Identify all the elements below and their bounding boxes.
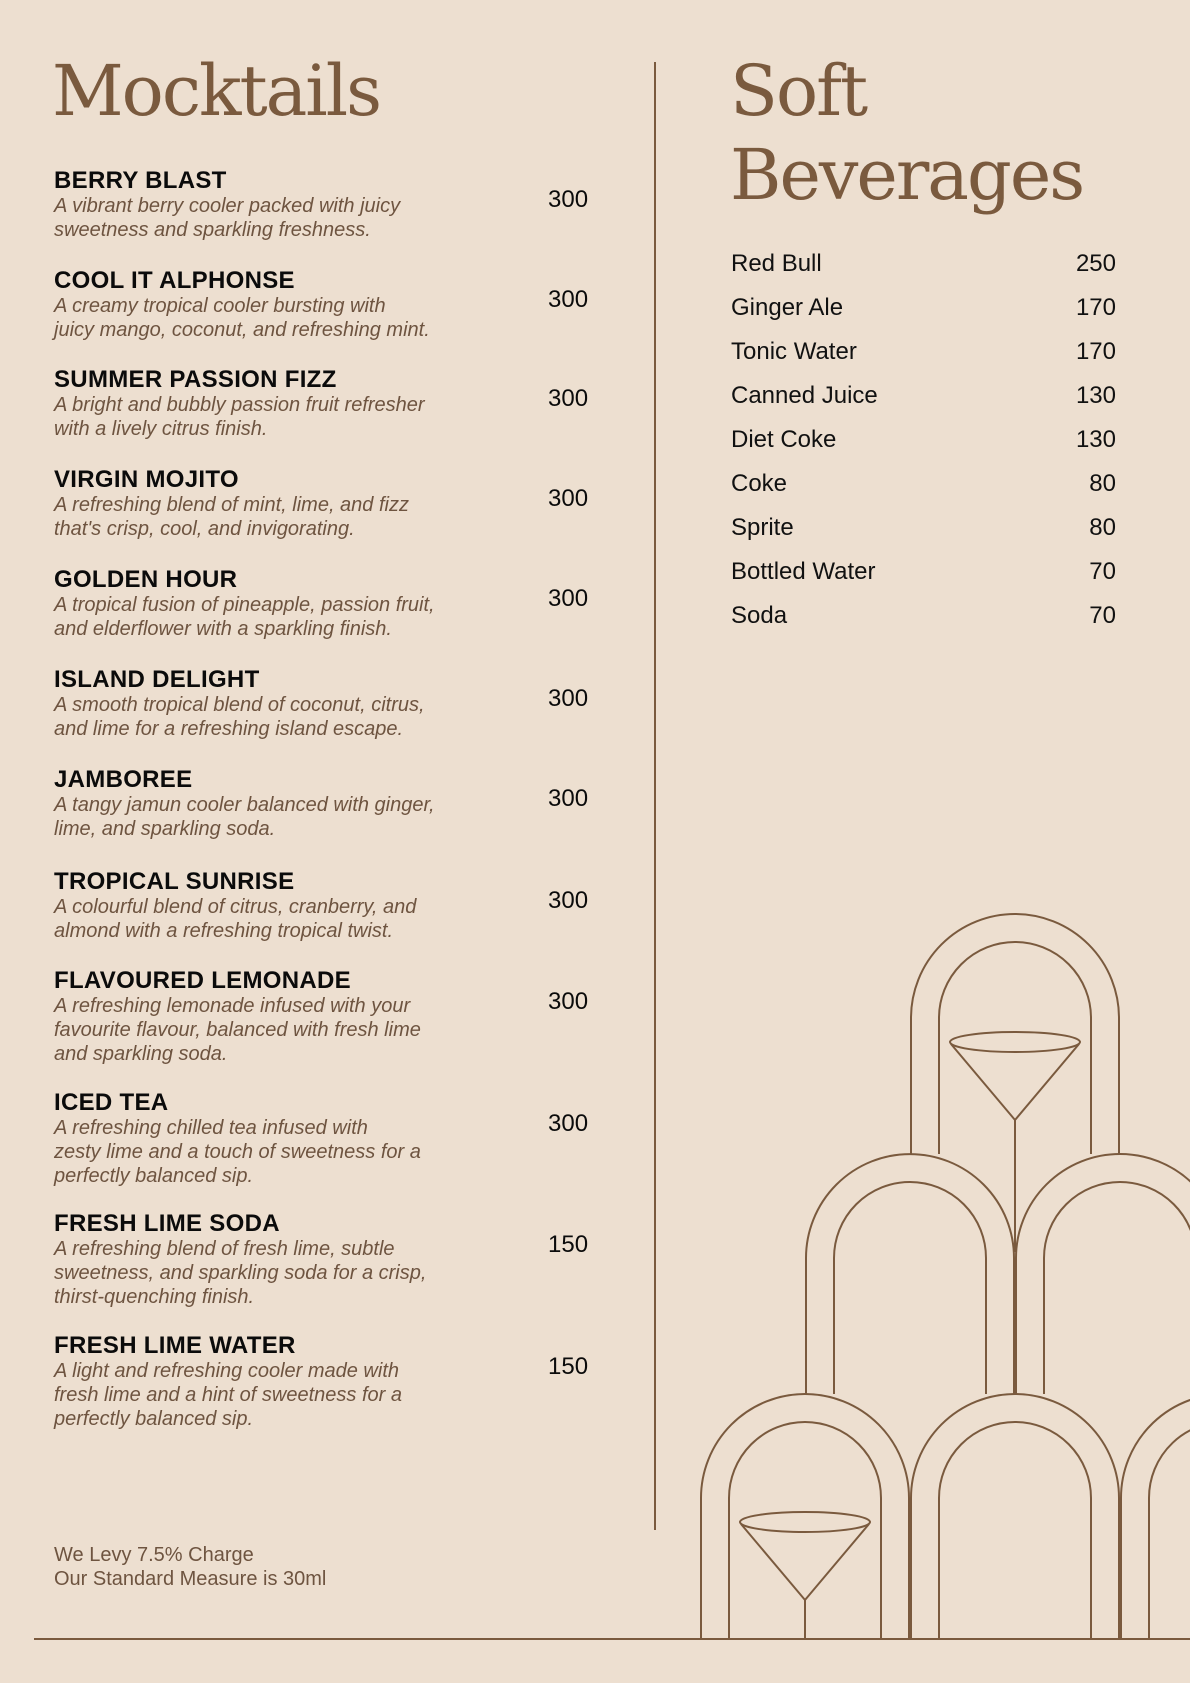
mocktail-description-line: A smooth tropical blend of coconut, citrus, (54, 694, 425, 716)
beverage-name: Canned Juice (731, 382, 878, 409)
mocktail-name: FLAVOURED LEMONADE (54, 967, 351, 994)
beverage-name: Red Bull (731, 250, 822, 277)
mocktail-description-line: A colourful blend of citrus, cranberry, and (54, 896, 417, 918)
mocktail-description-line: with a lively citrus finish. (54, 418, 268, 440)
mocktail-price: 300 (548, 385, 589, 412)
mocktail-description-line: A creamy tropical cooler bursting with (54, 295, 386, 317)
mocktail-description-line: almond with a refreshing tropical twist. (54, 920, 394, 942)
mocktail-description-line: A bright and bubbly passion fruit refresher (54, 394, 425, 416)
mocktail-description-line: juicy mango, coconut, and refreshing mint. (54, 319, 430, 341)
beverage-name: Tonic Water (731, 338, 857, 365)
mocktail-price: 150 (548, 1231, 589, 1258)
mocktail-name: ISLAND DELIGHT (54, 666, 260, 693)
soft-beverages-title-line1: Soft (730, 50, 867, 132)
mocktail-description-line: perfectly balanced sip. (54, 1165, 254, 1187)
mocktail-description-line: lime, and sparkling soda. (54, 818, 276, 840)
beverage-price: 70 (1089, 558, 1116, 585)
mocktail-name: BERRY BLAST (54, 167, 227, 194)
beverage-price: 130 (1075, 426, 1116, 453)
mocktails-title: Mocktails (52, 50, 381, 132)
mocktail-name: ICED TEA (54, 1089, 169, 1116)
mocktail-name: JAMBOREE (54, 766, 193, 793)
mocktail-description-line: sweetness and sparkling freshness. (54, 219, 371, 241)
mocktail-name: FRESH LIME SODA (54, 1210, 280, 1237)
beverage-price: 80 (1089, 470, 1116, 497)
beverage-price: 250 (1075, 250, 1116, 277)
mocktail-description-line: sweetness, and sparkling soda for a crisp, (54, 1262, 427, 1284)
mocktail-description-line: A tropical fusion of pineapple, passion fruit, (54, 594, 435, 616)
mocktail-description-line: and elderflower with a sparkling finish. (54, 618, 392, 640)
mocktail-price: 300 (548, 485, 589, 512)
mocktail-description-line: fresh lime and a hint of sweetness for a (54, 1384, 402, 1406)
mocktail-description-line: A light and refreshing cooler made with (54, 1360, 399, 1382)
beverage-name: Diet Coke (731, 426, 837, 453)
beverage-name: Bottled Water (731, 558, 876, 585)
mocktail-description-line: perfectly balanced sip. (54, 1408, 254, 1430)
mocktail-description-line: thirst-quenching finish. (54, 1286, 255, 1308)
mocktail-price: 300 (548, 1110, 589, 1137)
beverage-name: Ginger Ale (731, 294, 844, 321)
beverage-price: 170 (1075, 338, 1116, 365)
service-charge-note: We Levy 7.5% Charge (54, 1544, 254, 1566)
mocktail-name: GOLDEN HOUR (54, 566, 238, 593)
mocktail-description-line: A refreshing blend of fresh lime, subtle (54, 1238, 395, 1260)
beverage-price: 70 (1089, 602, 1116, 629)
beverage-name: Coke (731, 470, 788, 497)
mocktail-name: COOL IT ALPHONSE (54, 267, 295, 294)
beverage-price: 80 (1089, 514, 1116, 541)
mocktail-description-line: A tangy jamun cooler balanced with ginger, (54, 794, 435, 816)
mocktail-price: 300 (548, 988, 589, 1015)
mocktail-price: 300 (548, 585, 589, 612)
mocktail-description-line: A refreshing chilled tea infused with (54, 1117, 368, 1139)
mocktail-description-line: zesty lime and a touch of sweetness for a (54, 1141, 421, 1163)
soft-beverages-title-line2: Beverages (730, 134, 1084, 216)
mocktail-price: 300 (548, 286, 589, 313)
mocktail-description-line: and sparkling soda. (54, 1043, 228, 1065)
standard-measure-note: Our Standard Measure is 30ml (54, 1568, 327, 1590)
mocktail-description-line: that's crisp, cool, and invigorating. (54, 518, 355, 540)
beverage-price: 170 (1075, 294, 1116, 321)
mocktail-description-line: A refreshing blend of mint, lime, and fizz (54, 494, 409, 516)
mocktail-price: 300 (548, 785, 589, 812)
base-line (34, 1638, 1190, 1640)
mocktail-price: 300 (548, 887, 589, 914)
beverage-name: Sprite (731, 514, 794, 541)
mocktail-price: 300 (548, 186, 589, 213)
mocktail-name: SUMMER PASSION FIZZ (54, 366, 337, 393)
mocktail-name: TROPICAL SUNRISE (54, 868, 295, 895)
mocktail-price: 150 (548, 1353, 589, 1380)
beverage-price: 130 (1075, 382, 1116, 409)
mocktail-price: 300 (548, 685, 589, 712)
mocktail-description-line: A vibrant berry cooler packed with juicy (54, 195, 401, 217)
mocktail-name: VIRGIN MOJITO (54, 466, 239, 493)
mocktail-description-line: and lime for a refreshing island escape. (54, 718, 404, 740)
beverage-name: Soda (731, 602, 788, 629)
mocktail-description-line: favourite flavour, balanced with fresh lime (54, 1019, 421, 1041)
mocktail-name: FRESH LIME WATER (54, 1332, 296, 1359)
mocktail-description-line: A refreshing lemonade infused with your (54, 995, 411, 1017)
